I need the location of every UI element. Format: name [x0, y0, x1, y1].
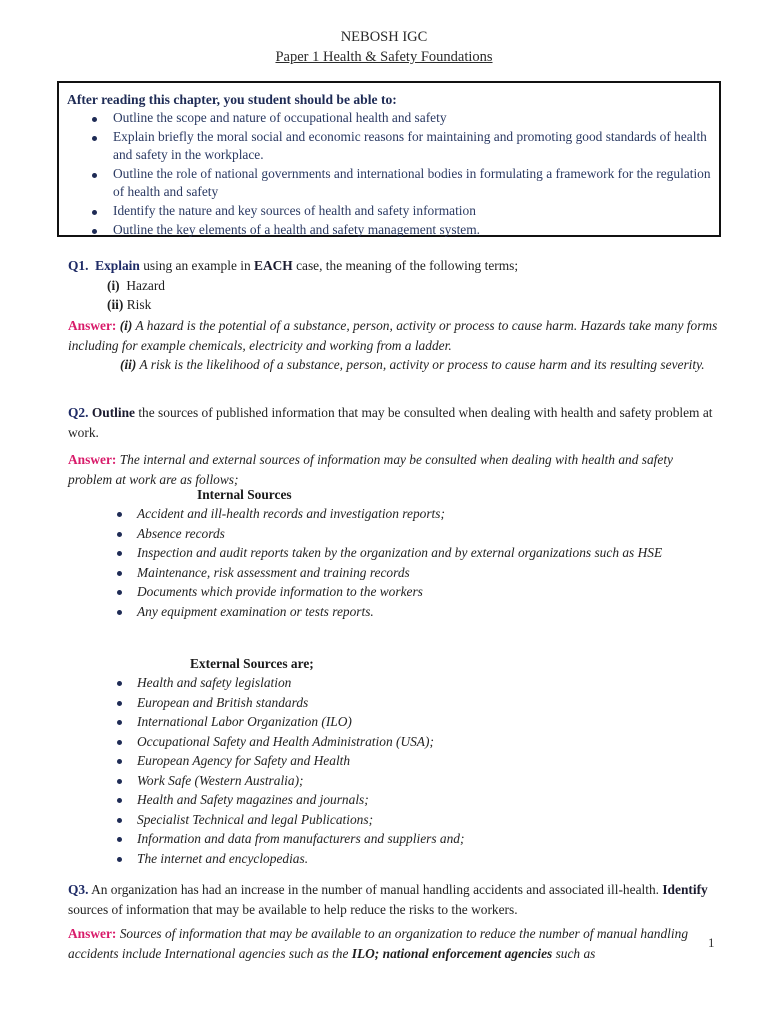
question-3 [68, 880, 718, 919]
term-number: (i) [107, 277, 120, 293]
external-source-item: Work Safe (Western Australia); [137, 771, 727, 791]
term-label: Hazard [126, 277, 165, 293]
page-header [0, 27, 768, 67]
question-3-text: An organization has had an increase in the number of manual handling accidents and associated ill-health. [88, 882, 663, 897]
answer-text: Sources of information that may be available to an organization to reduce the number of manual handling accidents include International agencies such as the [68, 926, 689, 961]
external-source-item: European Agency for Safety and Health [137, 751, 727, 771]
answer-3 [68, 924, 718, 963]
answer-part-number: (ii) [120, 357, 137, 372]
answer-1 [68, 316, 718, 375]
answer-label: Answer: [68, 926, 117, 941]
internal-source-item: Inspection and audit reports taken by the organization and by external organizations such as HSE [137, 543, 727, 563]
question-2 [68, 403, 718, 442]
external-source-item: Occupational Safety and Health Administration (USA); [137, 732, 727, 752]
external-source-item: International Labor Organization (ILO) [137, 712, 727, 732]
question-3-label: Q3. [68, 882, 89, 897]
question-2-label: Q2. [68, 405, 89, 420]
question-1-prompt [68, 256, 718, 276]
question-1-text-end: case, the meaning of the following terms; [292, 258, 519, 273]
external-source-item: Health and safety legislation [137, 673, 727, 693]
answer-text: A hazard is the potential of a substance, person, activity or process to cause harm. Hazards take many forms including for example chemicals, electricity and working from a ladder. [68, 318, 718, 353]
question-1-term [68, 276, 718, 296]
objective-item: Identify the nature and key sources of health and safety information [113, 202, 711, 221]
term-number: (ii) [107, 297, 124, 312]
question-1 [68, 256, 718, 315]
external-source-item: Health and Safety magazines and journals; [137, 790, 727, 810]
answer-text: The internal and external sources of information may be consulted when dealing with health and safety problem at work are as follows; [68, 452, 673, 487]
question-1-label: Q1. [68, 258, 89, 273]
term-label: Risk [126, 297, 152, 312]
answer-label: Answer: [68, 318, 117, 333]
answer-part-number: (i) [119, 318, 133, 333]
answer-2 [68, 450, 718, 489]
answer-emphasis: ILO; national enforcement agencies [351, 945, 553, 961]
question-1-keyword-each: EACH [254, 258, 293, 273]
external-source-item: Specialist Technical and legal Publications; [137, 810, 727, 830]
answer-label: Answer: [68, 452, 117, 467]
document-title: NEBOSH IGC [340, 29, 428, 45]
answer-text: A risk is the likelihood of a substance, person, activity or process to cause harm and its resulting severity. [136, 357, 705, 372]
internal-source-item: Absence records [137, 524, 727, 544]
objective-item: Explain briefly the moral social and economic reasons for maintaining and promoting good standards of health and safety in the workplace. [113, 128, 711, 165]
objective-item: Outline the scope and nature of occupational health and safety [113, 109, 711, 128]
question-1-keyword: Explain [95, 258, 140, 273]
external-sources-heading: External Sources are; [190, 656, 314, 671]
internal-source-item: Any equipment examination or tests reports. [137, 602, 727, 622]
objective-item: Outline the role of national governments and international bodies in formulating a framework for the regulation of health and safety [113, 165, 711, 202]
page-number: 1 [708, 935, 715, 950]
question-1-text: using an example in [139, 258, 255, 273]
internal-source-item: Documents which provide information to the workers [137, 582, 727, 602]
objectives-title: After reading this chapter, you student should be able to: [67, 92, 397, 107]
external-source-item: European and British standards [137, 693, 727, 713]
question-2-keyword: Outline [91, 405, 135, 420]
answer-text-end: such as [552, 945, 596, 961]
question-3-keyword: Identify [662, 882, 708, 897]
learning-objectives-box [57, 81, 721, 237]
objective-item: Outline the key elements of a health and safety management system. [113, 221, 711, 240]
internal-sources-list [137, 504, 727, 621]
question-3-text-end: sources of information that may be available to help reduce the risks to the workers. [68, 901, 518, 917]
external-source-item: Information and data from manufacturers and suppliers and; [137, 829, 727, 849]
question-1-term [68, 295, 718, 315]
internal-source-item: Accident and ill-health records and investigation reports; [137, 504, 727, 524]
internal-sources-heading: Internal Sources [197, 487, 292, 502]
question-2-text: the sources of published information that may be consulted when dealing with health and safety problem at work. [68, 405, 713, 440]
document-subtitle: Paper 1 Health & Safety Foundations [275, 49, 493, 65]
external-source-item: The internet and encyclopedias. [137, 849, 727, 869]
answer-1-part-i [68, 316, 718, 355]
internal-source-item: Maintenance, risk assessment and training records [137, 563, 727, 583]
answer-1-part-ii [68, 355, 718, 375]
external-sources-list [137, 673, 727, 868]
objectives-list [67, 109, 711, 239]
